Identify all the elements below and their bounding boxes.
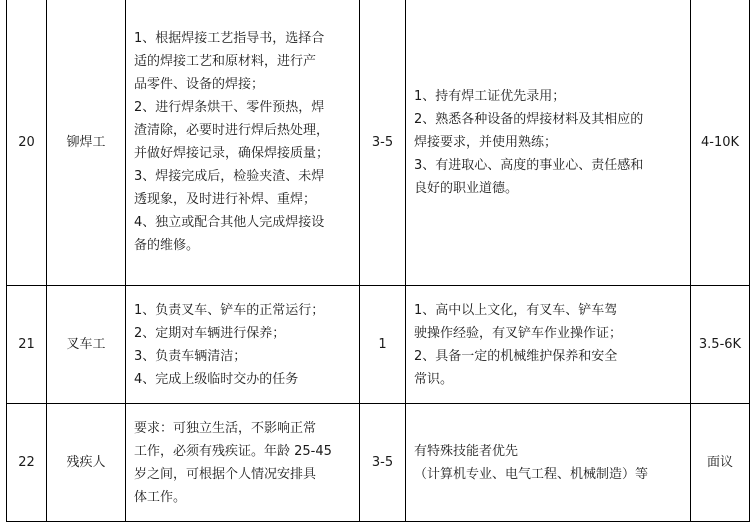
experience-years: 3-5 [360, 404, 406, 522]
duty-line: 要求：可独立生活，不影响正常 [134, 420, 317, 436]
duty-line: 适的焊接工艺和原材料，进行产 [134, 54, 317, 69]
salary: 4-10K [691, 0, 750, 286]
experience-years: 3-5 [360, 0, 406, 286]
job-table [6, 0, 750, 522]
job-duties [126, 0, 360, 286]
requirement-line: 常识。 [414, 371, 454, 387]
experience-years: 1 [360, 286, 406, 404]
duty-line: 体工作。 [134, 489, 187, 505]
requirement-line: 1、持有焊工证优先录用； [414, 88, 566, 104]
table-row [7, 404, 750, 522]
job-title: 铆焊工 [47, 0, 126, 286]
requirement-line: 2、具备一定的机械维护保养和安全 [414, 348, 618, 364]
requirement-line: 2、熟悉各种设备的焊接材料及其相应的 [414, 111, 644, 127]
duty-line: 4、独立或配合其他人完成焊接设 [134, 215, 325, 230]
duty-line: 2、定期对车辆进行保养； [134, 325, 286, 341]
job-duties [126, 286, 360, 404]
row-number: 20 [7, 0, 47, 286]
requirement-line: （计算机专业、电气工程、机械制造）等 [414, 466, 649, 482]
requirement-line: 有特殊技能者优先 [414, 443, 519, 459]
table-row [7, 0, 750, 286]
row-number: 21 [7, 286, 47, 404]
requirement-line: 驶操作经验，有叉铲车作业操作证； [414, 325, 623, 341]
duty-line: 备的维修。 [134, 238, 200, 253]
duty-line: 透现象，及时进行补焊、重焊； [134, 192, 317, 207]
duty-line: 品零件、设备的焊接； [134, 77, 265, 92]
job-duties [126, 404, 360, 522]
duty-line: 1、根据焊接工艺指导书，选择合 [134, 31, 325, 46]
duty-line: 并做好焊接记录，确保焊接质量； [134, 146, 330, 161]
duty-line: 3、焊接完成后，检验夹渣、未焊 [134, 169, 325, 184]
job-requirements [406, 404, 691, 522]
salary: 3.5-6K [691, 286, 750, 404]
job-requirements [406, 286, 691, 404]
duty-line: 3、负责车辆清洁； [134, 348, 247, 364]
job-requirements [406, 0, 691, 286]
row-number: 22 [7, 404, 47, 522]
job-title: 叉车工 [47, 286, 126, 404]
duty-line: 2、进行焊条烘干、零件预热，焊 [134, 100, 325, 115]
requirement-line: 良好的职业道德。 [414, 180, 519, 196]
duty-line: 1、负责叉车、铲车的正常运行； [134, 302, 325, 318]
duty-line: 工作，必须有残疾证。年龄 25-45 [134, 443, 332, 459]
duty-line: 岁之间，可根据个人情况安排具 [134, 466, 317, 482]
table-row [7, 286, 750, 404]
duty-line: 渣清除，必要时进行焊后热处理， [134, 123, 330, 138]
requirement-line: 1、高中以上文化，有叉车、铲车驾 [414, 302, 618, 318]
requirement-line: 3、有进取心、高度的事业心、责任感和 [414, 157, 644, 173]
requirement-line: 焊接要求，并使用熟练； [414, 134, 558, 150]
duty-line: 4、完成上级临时交办的任务 [134, 371, 299, 387]
job-title: 残疾人 [47, 404, 126, 522]
salary: 面议 [691, 404, 750, 522]
